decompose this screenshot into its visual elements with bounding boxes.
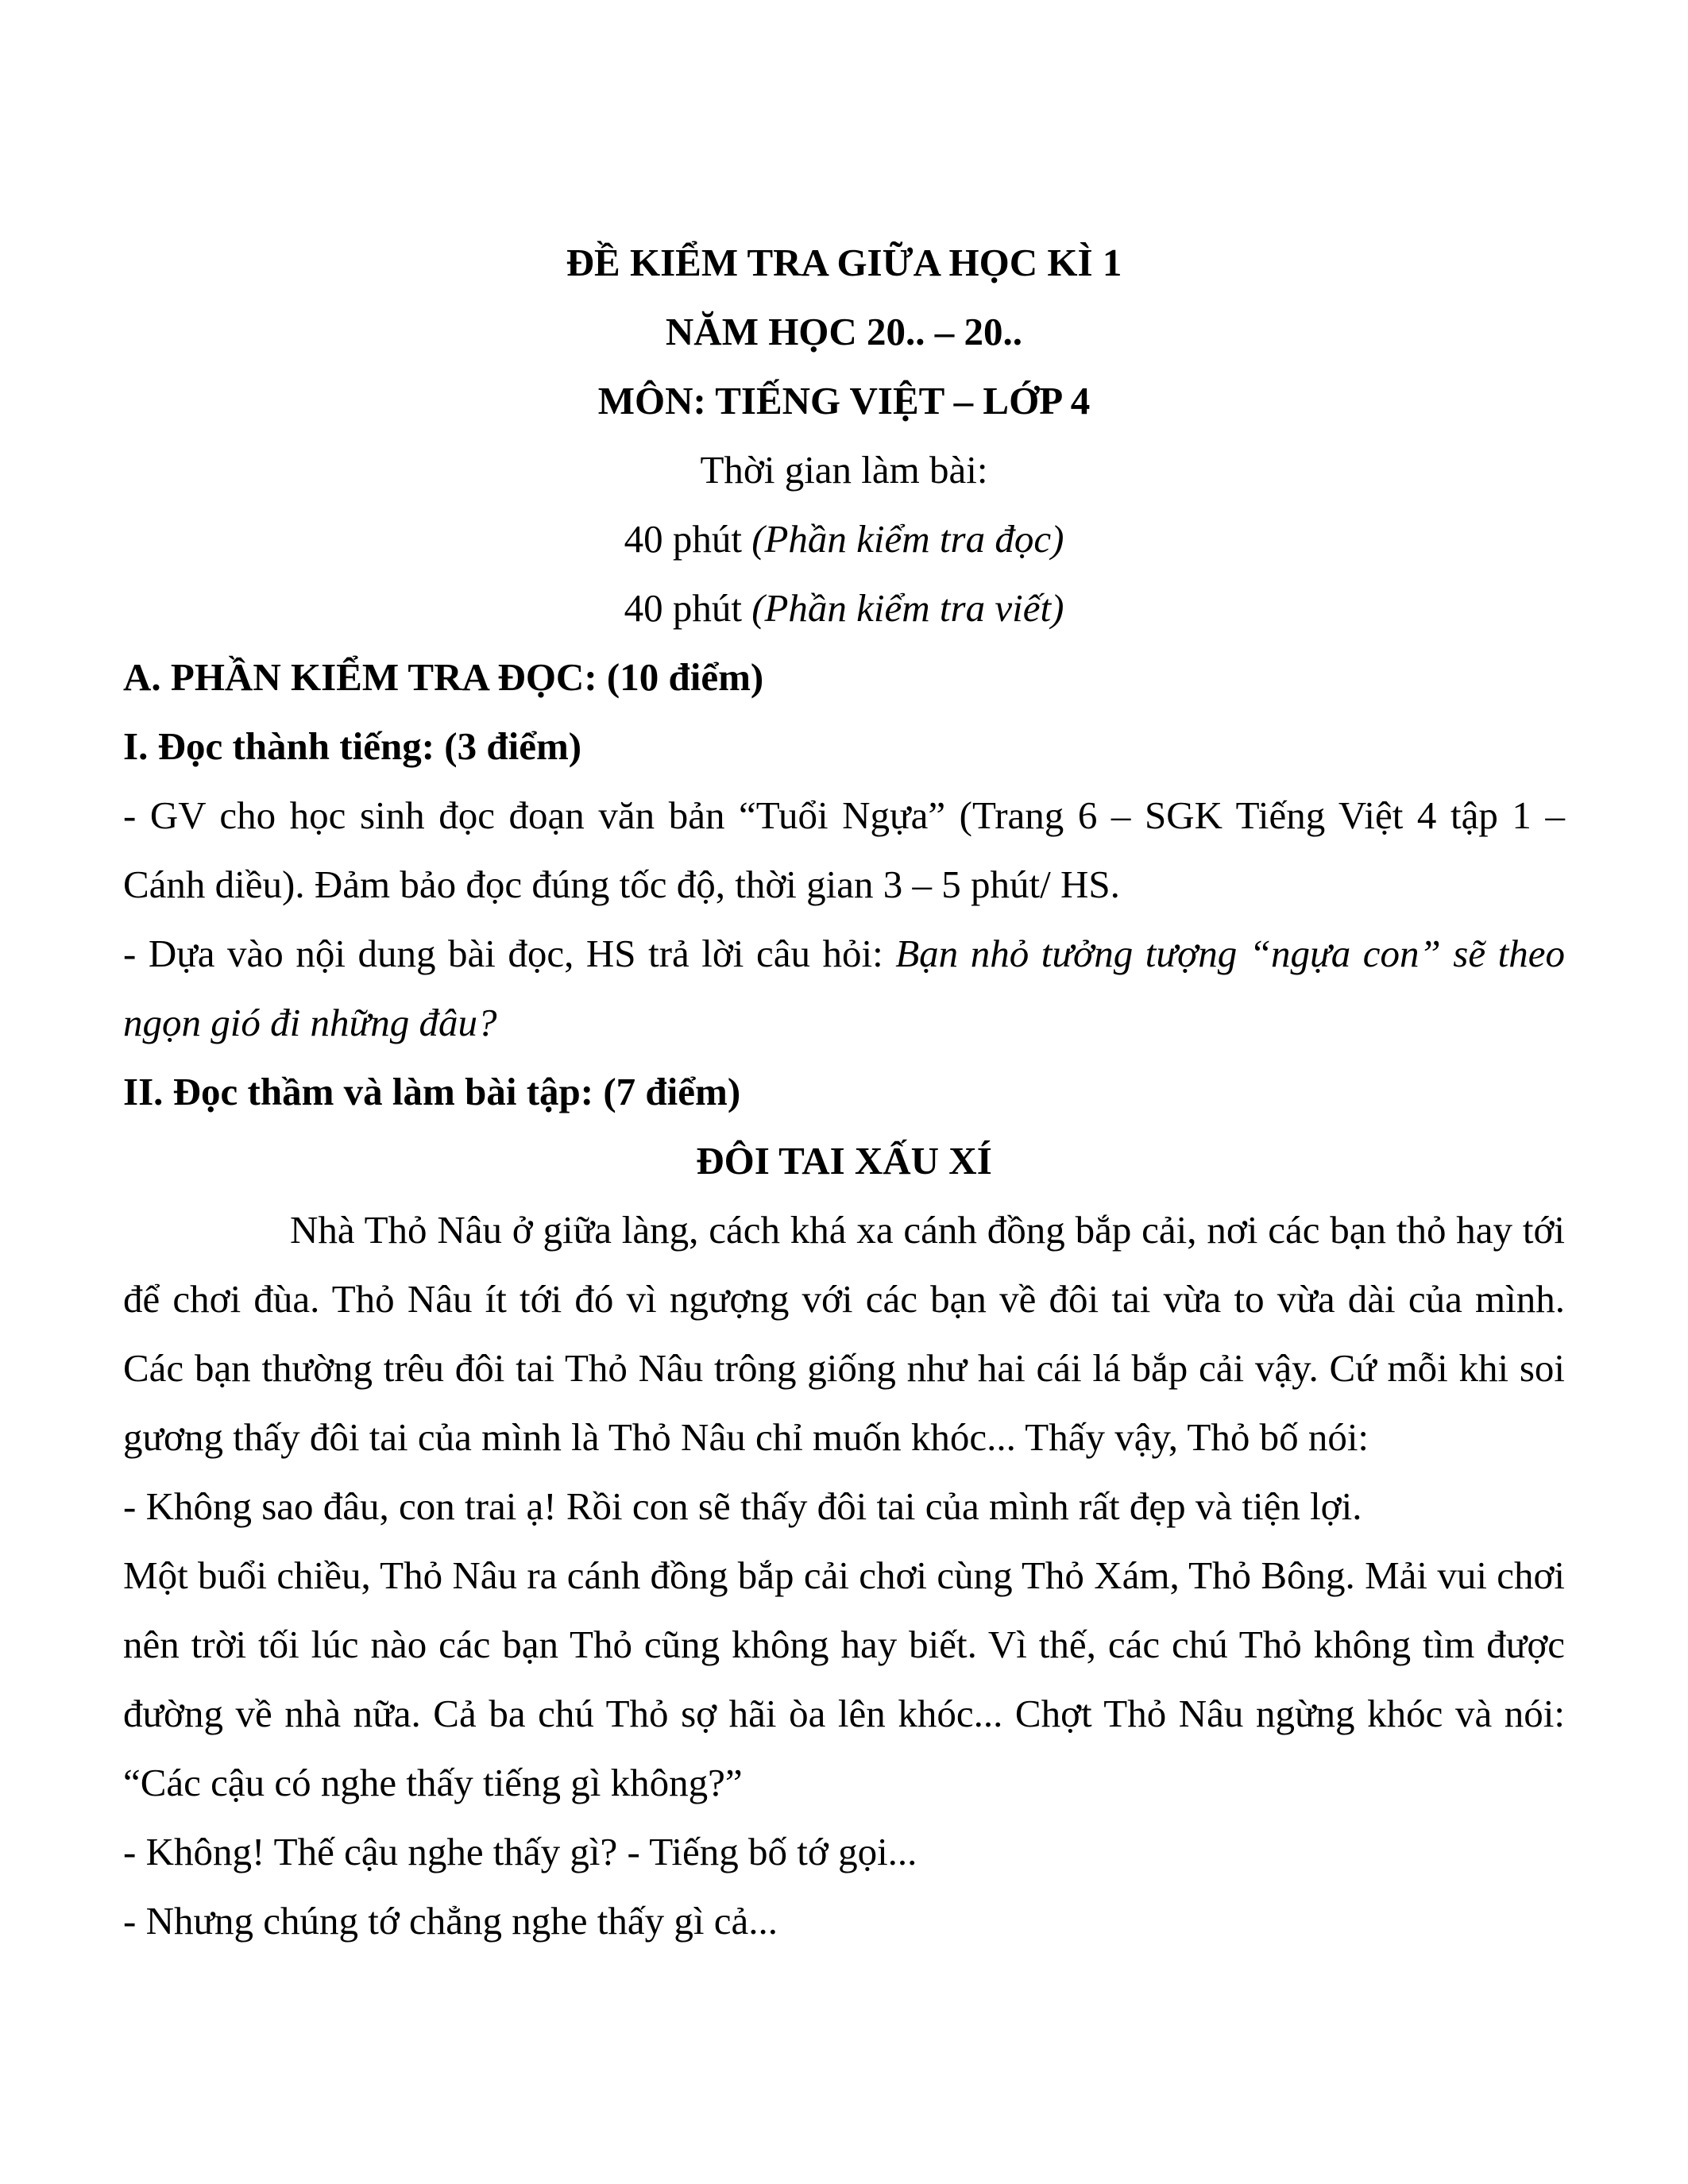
part-1-instruction-2 (123, 919, 1565, 1057)
duration-reading-note: (Phần kiểm tra đọc) (751, 517, 1064, 561)
part-1-instruction-2-text: - Dựa vào nội dung bài đọc, HS trả lời câu hỏi: (123, 932, 896, 975)
duration-writing-time: 40 phút (624, 586, 752, 630)
school-year-title: NĂM HỌC 20.. – 20.. (665, 310, 1023, 353)
subject-grade-title: MÔN: TIẾNG VIỆT – LỚP 4 (597, 379, 1091, 423)
story-paragraph-5: - Nhưng chúng tớ chẳng nghe thấy gì cả... (123, 1899, 778, 1943)
story-paragraph-1: Nhà Thỏ Nâu ở giữa làng, cách khá xa cánh đồng bắp cải, nơi các bạn thỏ hay tới để chơi đùa. Thỏ Nâu ít tới đó vì ngượng với các bạn về đôi tai vừa to vừa dài của mình. Các bạn thường trêu đôi tai Thỏ Nâu trông giống như hai cái lá bắp cải vậy. Cứ mỗi khi soi gương thấy đôi tai của mình là Thỏ Nâu chỉ muốn khóc... Thấy vậy, Thỏ bố nói: (123, 1208, 1565, 1459)
story-paragraph-2: - Không sao đâu, con trai ạ! Rồi con sẽ thấy đôi tai của mình rất đẹp và tiện lợi. (123, 1484, 1362, 1528)
duration-label: Thời gian làm bài: (700, 448, 988, 492)
story-paragraph-3: Một buổi chiều, Thỏ Nâu ra cánh đồng bắp cải chơi cùng Thỏ Xám, Thỏ Bông. Mải vui chơi nên trời tối lúc nào các bạn Thỏ cũng không hay biết. Vì thế, các chú Thỏ không tìm được đường về nhà nữa. Cả ba chú Thỏ sợ hãi òa lên khóc... Chợt Thỏ Nâu ngừng khóc và nói: “Các cậu có nghe thấy tiếng gì không?” (123, 1553, 1565, 1804)
part-1-instruction-1: - GV cho học sinh đọc đoạn văn bản “Tuổi Ngựa” (Trang 6 – SGK Tiếng Việt 4 tập 1 – Cánh diều). Đảm bảo đọc đúng tốc độ, thời gian 3 – 5 phút/ HS. (123, 793, 1565, 906)
duration-reading-time: 40 phút (624, 517, 752, 561)
part-2-heading: II. Đọc thầm và làm bài tập: (7 điểm) (123, 1070, 741, 1113)
duration-reading (123, 504, 1565, 573)
duration-writing (123, 573, 1565, 642)
exam-title: ĐỀ KIỂM TRA GIỮA HỌC KÌ 1 (566, 241, 1122, 284)
part-1-heading: I. Đọc thành tiếng: (3 điểm) (123, 724, 582, 768)
part-1-instruction-2-question: Bạn nhỏ tưởng tượng “ngựa con” sẽ theo ngọn gió đi những đâu? (123, 932, 1565, 1044)
section-a-heading: A. PHẦN KIỂM TRA ĐỌC: (10 điểm) (123, 655, 764, 699)
story-paragraph-4: - Không! Thế cậu nghe thấy gì? - Tiếng bố tớ gọi... (123, 1830, 917, 1873)
duration-writing-note: (Phần kiểm tra viết) (751, 586, 1064, 630)
story-title: ĐÔI TAI XẤU XÍ (696, 1139, 992, 1183)
